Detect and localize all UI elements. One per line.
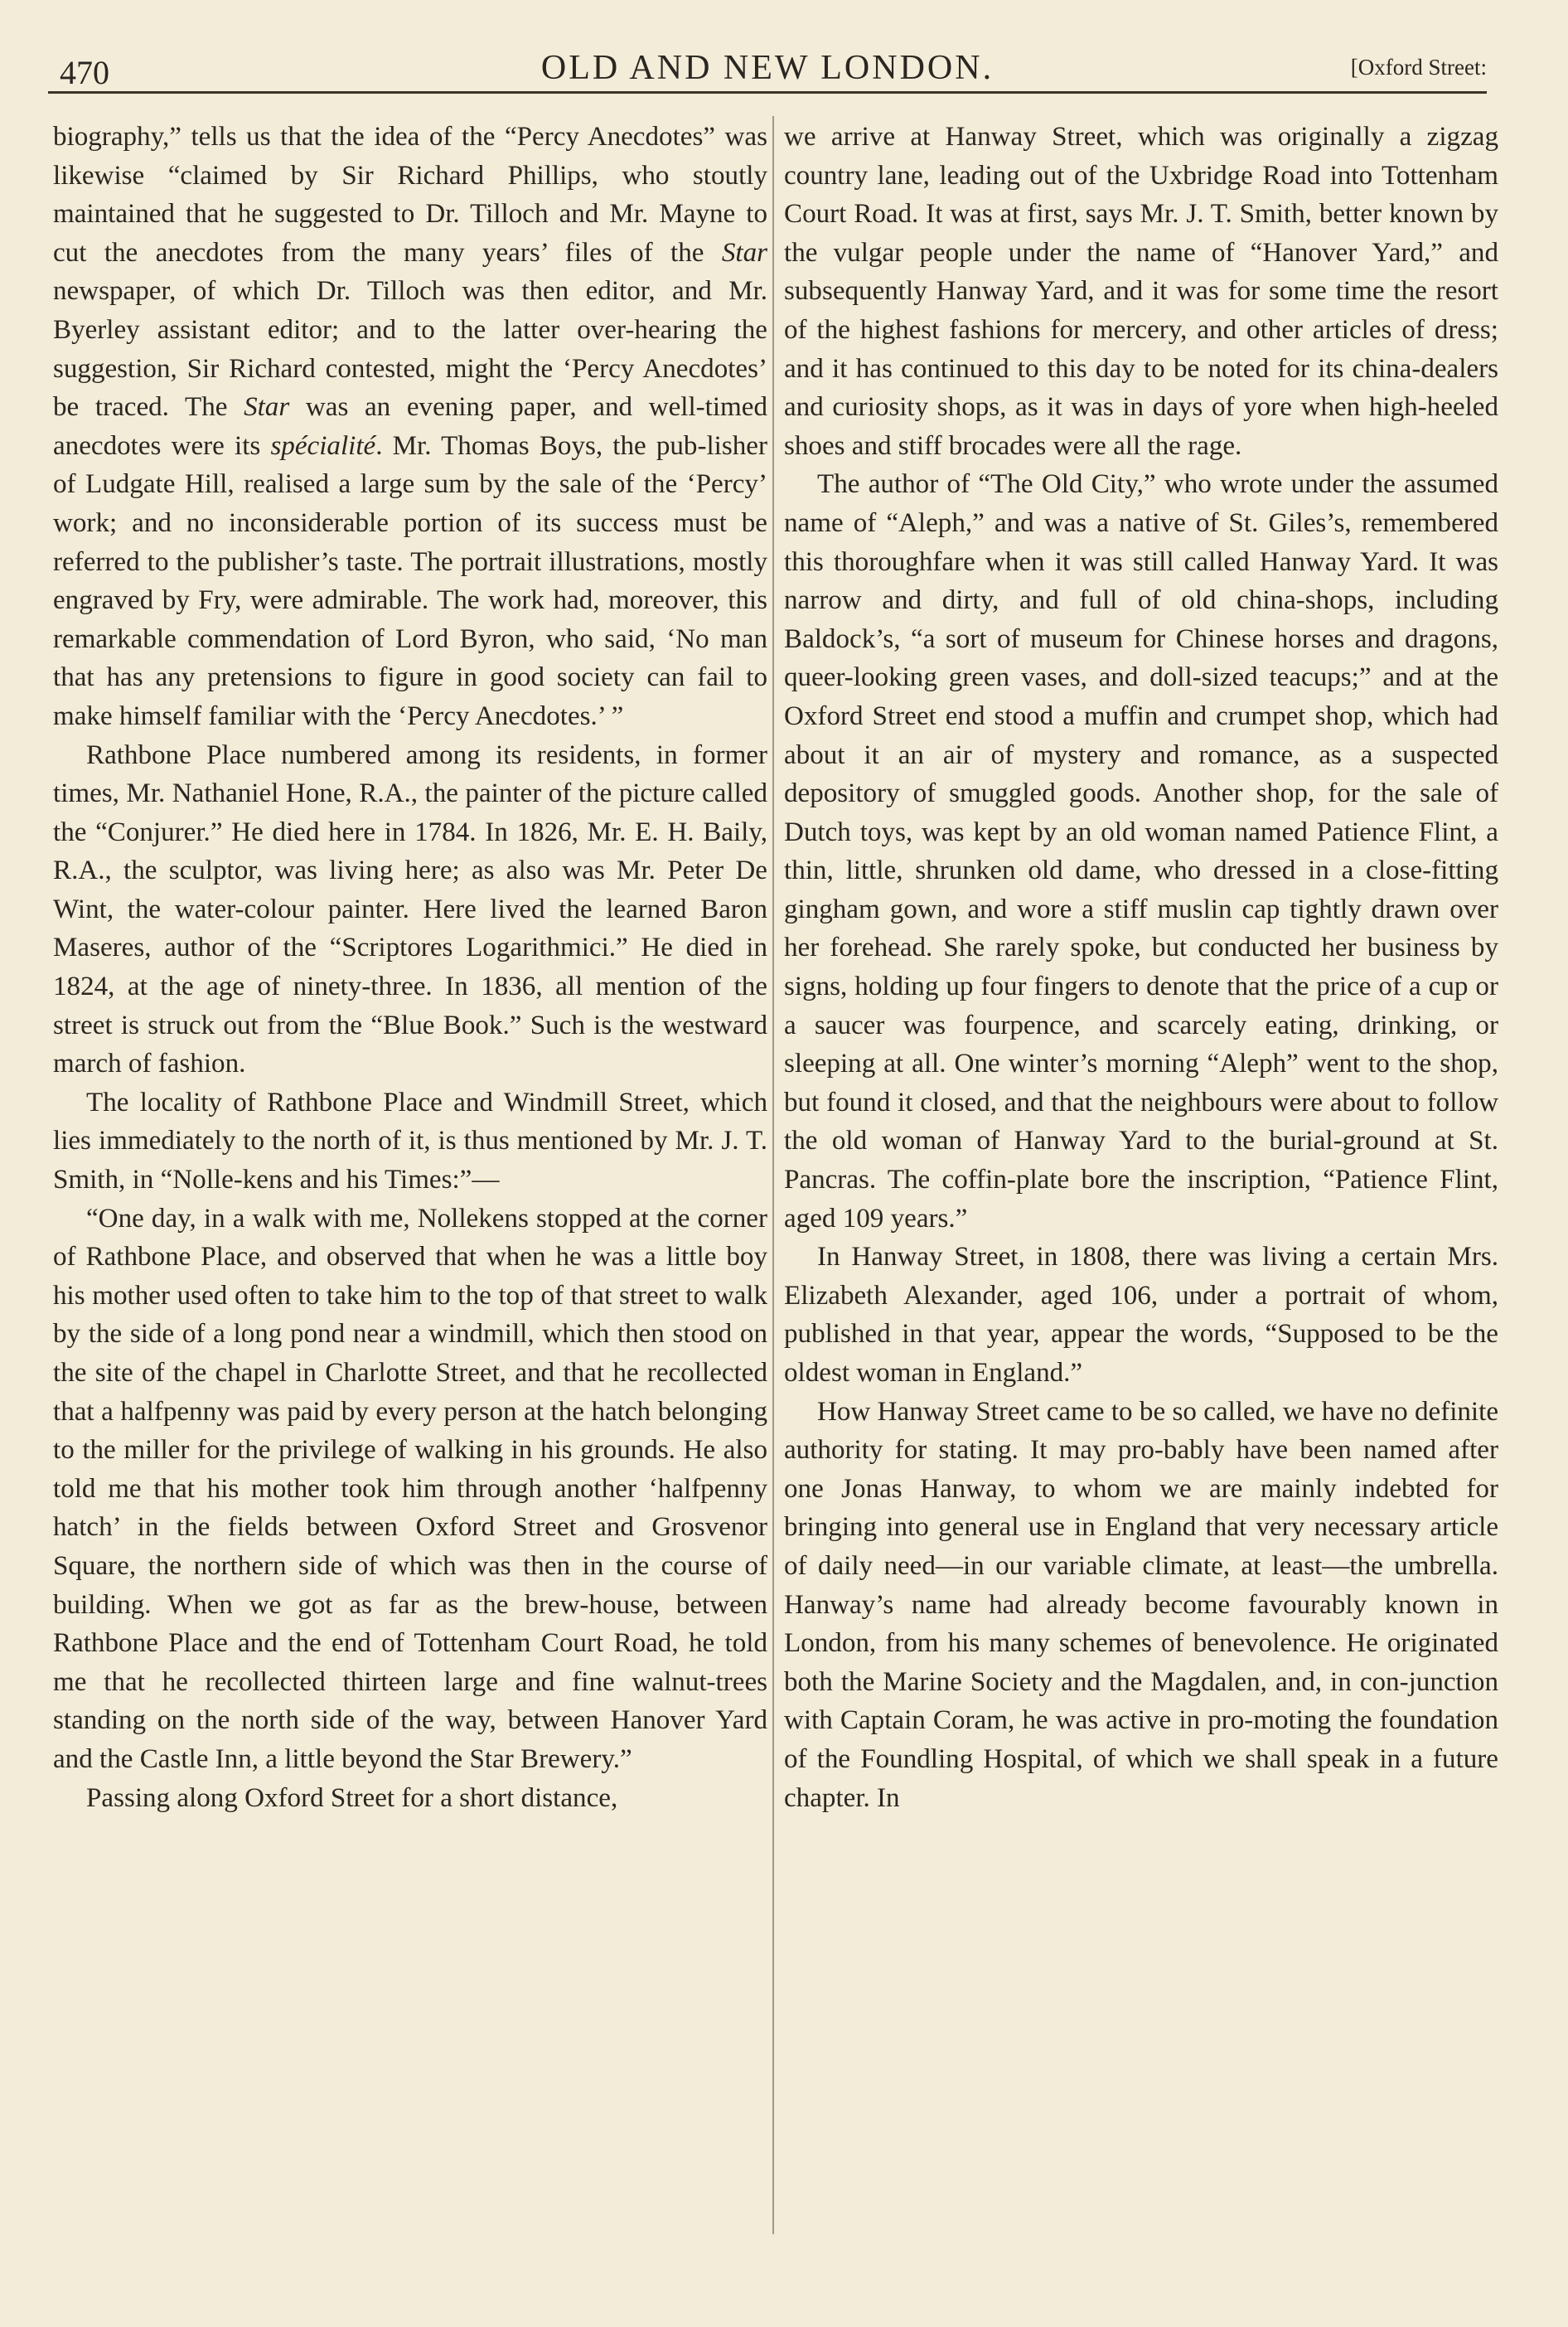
column-divider (772, 116, 774, 2234)
paragraph: Rathbone Place numbered among its residents, in former times, Mr. Nathaniel Hone, R.A., the painter of the picture called the “Conjurer.” He died here in 1784. In 1826, Mr. E. H. Baily, R.A., the sculptor, was living here; as also was Mr. Peter De Wint, the water-colour painter. Here lived the learned Baron Maseres, author of the “Scriptores Logarithmici.” He died in 1824, at the age of ninety-three. In 1836, all mention of the street is struck out from the “Blue Book.” Such is the westward march of fashion. (53, 739, 767, 1079)
paragraph: we arrive at Hanway Street, which was originally a zigzag country lane, leading out of the Uxbridge Road into Tottenham Court Road. It was at first, says Mr. J. T. Smith, better known by the vulgar people under the name of “Hanover Yard,” and subsequently Hanway Yard, and it was for some time the resort of the highest fashions for mercery, and other articles of dress; and it has continued to this day to be noted for its china-dealers and curiosity shops, as it was in days of yore when high-heeled shoes and stiff brocades were all the rage. (784, 122, 1498, 461)
paragraph: In Hanway Street, in 1808, there was living a certain Mrs. Elizabeth Alexander, aged 106, under a portrait of whom, published in that year, appear the words, “Supposed to be the oldest woman in England.” (784, 1242, 1498, 1388)
paragraph: The locality of Rathbone Place and Windmill Street, which lies immediately to the north of it, is thus mentioned by Mr. J. T. Smith, in “Nolle-kens and his Times:”— (53, 1087, 767, 1195)
paragraph: How Hanway Street came to be so called, we have no definite authority for stating. It may pro-bably have been named after one Jonas Hanway, to whom we are mainly indebted for bringing into general use in England that very necessary article of daily need—in our variable climate, at least—the umbrella. Hanway’s name had already become favourably known in London, from his many schemes of benevolence. He originated both the Marine Society and the Magdalen, and, in con-junction with Captain Coram, he was active in pro-moting the foundation of the Foundling Hospital, of which we shall speak in a future chapter. In (784, 1396, 1498, 1813)
italic-text: spécialité (270, 430, 376, 461)
paragraph: The author of “The Old City,” who wrote under the assumed name of “Aleph,” and was a native of St. Giles’s, remembered this thoroughfare when it was still called Hanway Yard. It was narrow and dirty, and full of old china-shops, including Baldock’s, “a sort of museum for Chinese horses and dragons, queer-looking green vases, and doll-sized teacups;” and at the Oxford Street end stood a muffin and crumpet shop, which had about it an air of mystery and romance, as a suspected depository of smuggled goods. Another shop, for the sale of Dutch toys, was kept by an old woman named Patience Flint, a thin, little, shrunken old dame, who dressed in a close-fitting gingham gown, and wore a stiff muslin cap tightly drawn over her forehead. She rarely spoke, but conducted her business by signs, holding up four fingers to denote that the price of a cup or a saucer was fourpence, and scarcely eating, drinking, or sleeping at all. One winter’s morning “Aleph” went to the shop, but found it closed, and that the neighbours were about to follow the old woman of Hanway Yard to the burial-ground at St. Pancras. The coffin-plate bore the inscription, “Patience Flint, aged 109 years.” (784, 469, 1498, 1234)
running-header (48, 41, 1487, 94)
paragraph: Passing along Oxford Street for a short distance, (86, 1782, 618, 1813)
right-column (784, 118, 1498, 2240)
left-column (53, 118, 767, 2240)
book-title: OLD AND NEW LONDON. (540, 49, 995, 87)
paragraph: biography,” tells us that the idea of the “Percy Anecdotes” was likewise “claimed by Sir Richard Phillips, who stoutly maintained that he suggested to Dr. Tilloch and Mr. Mayne to cut the anecdotes from the many years’ files of the Star newspaper, of which Dr. Tilloch was then editor, and Mr. Byerley assistant editor; and to the latter over-hearing the suggestion, Sir Richard contested, might the ‘Percy Anecdotes’ be traced. The Star was an evening paper, and well-timed anecdotes were its spécialité. Mr. Thomas Boys, the pub-lisher of Ludgate Hill, realised a large sum by the sale of the ‘Percy’ work; and no inconsiderable portion of its success must be referred to the publisher’s taste. The portrait illustrations, mostly engraved by Fry, were admirable. The work had, moreover, this remarkable commendation of Lord Byron, who said, ‘No man that has any pretensions to figure in good society can fail to make himself familiar with the ‘Percy Anecdotes.’ ” (53, 122, 767, 731)
section-heading: [Oxford Street: (1350, 55, 1487, 80)
paragraph: “One day, in a walk with me, Nollekens stopped at the corner of Rathbone Place, and observed that when he was a little boy his mother used often to take him to the top of that street to walk by the side of a long pond near a windmill, which then stood on the site of the chapel in Charlotte Street, and that he recollected that a halfpenny was paid by every person at the hatch belonging to the miller for the privilege of walking in his grounds. He also told me that his mother took him through another ‘halfpenny hatch’ in the fields between Oxford Street and Grosvenor Square, the northern side of which was then in the course of building. When we got as far as the brew-house, between Rathbone Place and the end of Tottenham Court Road, he told me that he recollected thirteen large and fine walnut-trees standing on the north side of the way, between Hanover Yard and the Castle Inn, a little beyond the Star Brewery.” (53, 1203, 767, 1774)
page-number: 470 (60, 54, 109, 91)
italic-text: Star (721, 237, 767, 268)
italic-text: Star (244, 392, 290, 423)
